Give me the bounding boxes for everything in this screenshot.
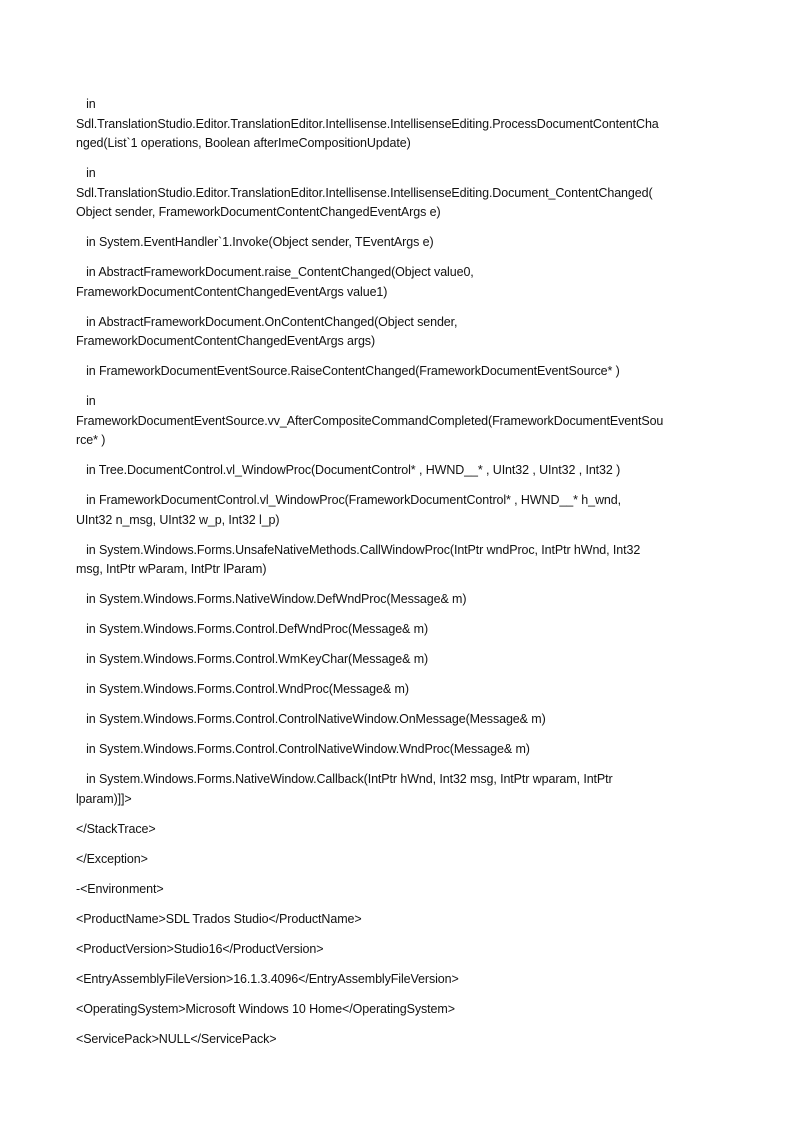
text-line: rce* ) [76,433,106,447]
text-line: in FrameworkDocumentControl.vl_WindowProc(FrameworkDocumentControl* , HWND__* h_wnd, [76,493,621,507]
text-paragraph [76,590,726,610]
text-line: in System.Windows.Forms.Control.ControlNativeWindow.WndProc(Message& m) [76,742,530,756]
text-line: in AbstractFrameworkDocument.raise_ContentChanged(Object value0, [76,265,474,279]
text-line: lparam)]]> [76,791,132,806]
text-paragraph [76,1000,726,1020]
text-paragraph [76,392,726,451]
text-paragraph [76,233,726,253]
text-paragraph [76,710,726,730]
text-paragraph [76,650,726,670]
text-paragraph [76,940,726,960]
text-line: <OperatingSystem>Microsoft Windows 10 Home</OperatingSystem> [76,1001,455,1016]
text-line: nged(List`1 operations, Boolean afterImeCompositionUpdate) [76,136,411,150]
text-paragraph [76,164,726,223]
text-line: Sdl.TranslationStudio.Editor.TranslationEditor.Intellisense.IntellisenseEditing.ProcessDocumentContentCha [76,116,659,131]
text-paragraph [76,620,726,640]
text-paragraph [76,850,726,870]
text-line: <ServicePack>NULL</ServicePack> [76,1031,277,1046]
text-line: Sdl.TranslationStudio.Editor.TranslationEditor.Intellisense.IntellisenseEditing.Document_ContentChanged( [76,185,653,200]
text-line: FrameworkDocumentContentChangedEventArgs value1) [76,284,388,299]
text-paragraph [76,820,726,840]
text-paragraph [76,740,726,760]
text-line: msg, IntPtr wParam, IntPtr lParam) [76,562,267,576]
text-line: in System.Windows.Forms.Control.WndProc(Message& m) [76,682,409,696]
text-line: in System.Windows.Forms.Control.ControlNativeWindow.OnMessage(Message& m) [76,712,546,726]
text-paragraph [76,491,726,530]
text-paragraph [76,313,726,352]
text-paragraph [76,461,726,481]
text-line: in System.Windows.Forms.UnsafeNativeMethods.CallWindowProc(IntPtr wndProc, IntPtr hWnd, Int32 [76,542,641,557]
text-line: in [76,166,96,180]
text-line: in System.Windows.Forms.NativeWindow.Callback(IntPtr hWnd, Int32 msg, IntPtr wparam, IntPtr [76,772,613,786]
text-paragraph [76,1030,726,1050]
text-line: FrameworkDocumentContentChangedEventArgs args) [76,334,376,348]
text-paragraph [76,770,726,809]
text-line: </StackTrace> [76,821,156,836]
text-paragraph [76,680,726,700]
text-line: in [76,394,96,408]
text-line: in System.Windows.Forms.Control.DefWndProc(Message& m) [76,622,429,636]
text-line: in [76,97,96,111]
text-paragraph [76,263,726,302]
text-paragraph [76,970,726,990]
text-line: <ProductName>SDL Trados Studio</ProductName> [76,911,362,926]
text-line: in AbstractFrameworkDocument.OnContentChanged(Object sender, [76,314,458,329]
text-line: <ProductVersion>Studio16</ProductVersion> [76,941,324,956]
text-line: in FrameworkDocumentEventSource.RaiseContentChanged(FrameworkDocumentEventSource* ) [76,364,620,378]
text-paragraph [76,95,726,154]
text-line: in System.Windows.Forms.NativeWindow.DefWndProc(Message& m) [76,592,467,606]
text-paragraph [76,880,726,900]
text-line: <EntryAssemblyFileVersion>16.1.3.4096</EntryAssemblyFileVersion> [76,971,459,986]
text-line: in System.Windows.Forms.Control.WmKeyChar(Message& m) [76,652,429,666]
text-line: in System.EventHandler`1.Invoke(Object sender, TEventArgs e) [76,235,434,249]
text-line: UInt32 n_msg, UInt32 w_p, Int32 l_p) [76,512,280,527]
text-paragraph [76,362,726,382]
text-line: </Exception> [76,851,148,866]
text-line: Object sender, FrameworkDocumentContentChangedEventArgs e) [76,205,441,219]
document-body [76,95,726,1060]
text-line: FrameworkDocumentEventSource.vv_AfterCompositeCommandCompleted(FrameworkDocumentEventSou [76,413,664,428]
text-line: in Tree.DocumentControl.vl_WindowProc(DocumentControl* , HWND__* , UInt32 , UInt32 , Int32 ) [76,463,621,477]
text-paragraph [76,541,726,580]
text-line: -<Environment> [76,881,164,896]
text-paragraph [76,910,726,930]
